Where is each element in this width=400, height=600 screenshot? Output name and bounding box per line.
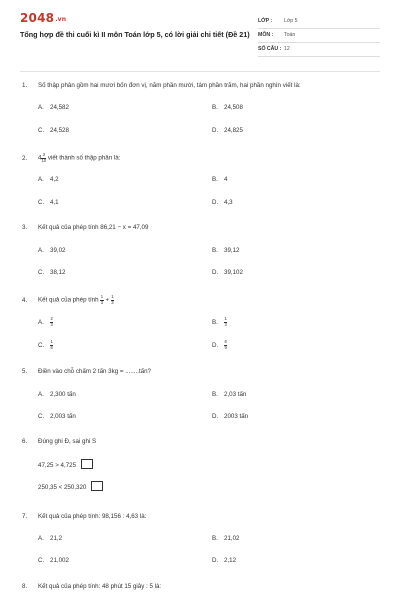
option-1b[interactable]: B. 24,508 — [212, 104, 243, 111]
option-5c[interactable]: C. 2,003 tấn — [38, 413, 76, 420]
fraction: $\frac{1}{3}$ — [100, 294, 104, 305]
option-4d[interactable]: D. $\frac{6}{9}$ — [212, 339, 227, 350]
option-2a[interactable]: A. 4,2 — [38, 176, 59, 183]
option-5b[interactable]: B. 2,03 tấn — [212, 391, 247, 398]
question-5: 5. Điền vào chỗ chấm 2 tấn 3kg = ........tấn? — [22, 368, 151, 375]
meta-row-subject: MÔN : Toán — [258, 30, 380, 43]
option-3d[interactable]: D. 39,102 — [212, 269, 243, 276]
option-7b[interactable]: B. 21,02 — [212, 535, 240, 542]
option-1a[interactable]: A. 24,582 — [38, 104, 69, 111]
option-1c[interactable]: C. 24,528 — [38, 127, 69, 134]
option-2d[interactable]: D. 4,3 — [212, 199, 233, 206]
option-3b[interactable]: B. 39,12 — [212, 247, 240, 254]
question-7: 7. Kết quả của phép tính: 98,156 : 4,63 là: — [22, 513, 147, 520]
option-5a[interactable]: A. 2,300 tấn — [38, 391, 76, 398]
option-7a[interactable]: A. 21,2 — [38, 535, 63, 542]
answer-checkbox[interactable] — [91, 481, 103, 491]
option-1d[interactable]: D. 24,825 — [212, 127, 243, 134]
site-logo[interactable]: 2048.vn — [20, 11, 67, 25]
question-3: 3. Kết quả của phép tính 86,21 − x = 47,09 — [22, 224, 149, 231]
question-6: 6. Đúng ghi Đ, sai ghi S — [22, 438, 97, 445]
statement-1: 47,25 > 4,725 — [38, 459, 93, 469]
header-divider — [20, 71, 380, 72]
option-2b[interactable]: B. 4 — [212, 176, 228, 183]
question-1: 1. Số thập phân gồm hai mươi bốn đơn vị, năm phần mười, tám phần trăm, hai phần nghìn viết là: — [22, 82, 301, 89]
answer-checkbox[interactable] — [81, 459, 93, 469]
option-5d[interactable]: D. 2003 tấn — [212, 413, 249, 420]
fraction: $\frac{1}{3}$ — [111, 294, 114, 305]
option-4c[interactable]: C. $\frac{1}{6}$ — [38, 339, 53, 350]
page-title: Tổng hợp đề thi cuối kì II môn Toán lớp 5, có lời giải chi tiết (Đề 21) — [20, 30, 250, 39]
option-4a[interactable]: A. $\frac{2}{3}$ — [38, 316, 53, 327]
option-3a[interactable]: A. 39,02 — [38, 247, 66, 254]
option-3c[interactable]: C. 38,12 — [38, 269, 66, 276]
meta-row-class: LỚP : Lớp 5 — [258, 16, 380, 29]
mixed-fraction: $\frac{3}{10}$ — [41, 152, 47, 163]
option-4b[interactable]: B. $\frac{1}{3}$ — [212, 316, 227, 327]
question-2: 2. 4 $\frac{3}{10}$ viết thành số thập phân là: — [22, 152, 121, 163]
statement-2: 250,35 < 250,320 — [38, 481, 103, 491]
question-8: 8. Kết quả của phép tính: 48 phút 15 giây : 5 là: — [22, 583, 162, 590]
option-2c[interactable]: C. 4,1 — [38, 199, 59, 206]
question-4: 4. Kết quả của phép tính $\frac{1}{3}$ + $\frac{1}{3}$ — [22, 294, 114, 305]
option-7d[interactable]: D. 2,12 — [212, 557, 237, 564]
option-7c[interactable]: C. 21,002 — [38, 557, 69, 564]
meta-row-count: SỐ CÂU : 12 — [258, 44, 380, 57]
